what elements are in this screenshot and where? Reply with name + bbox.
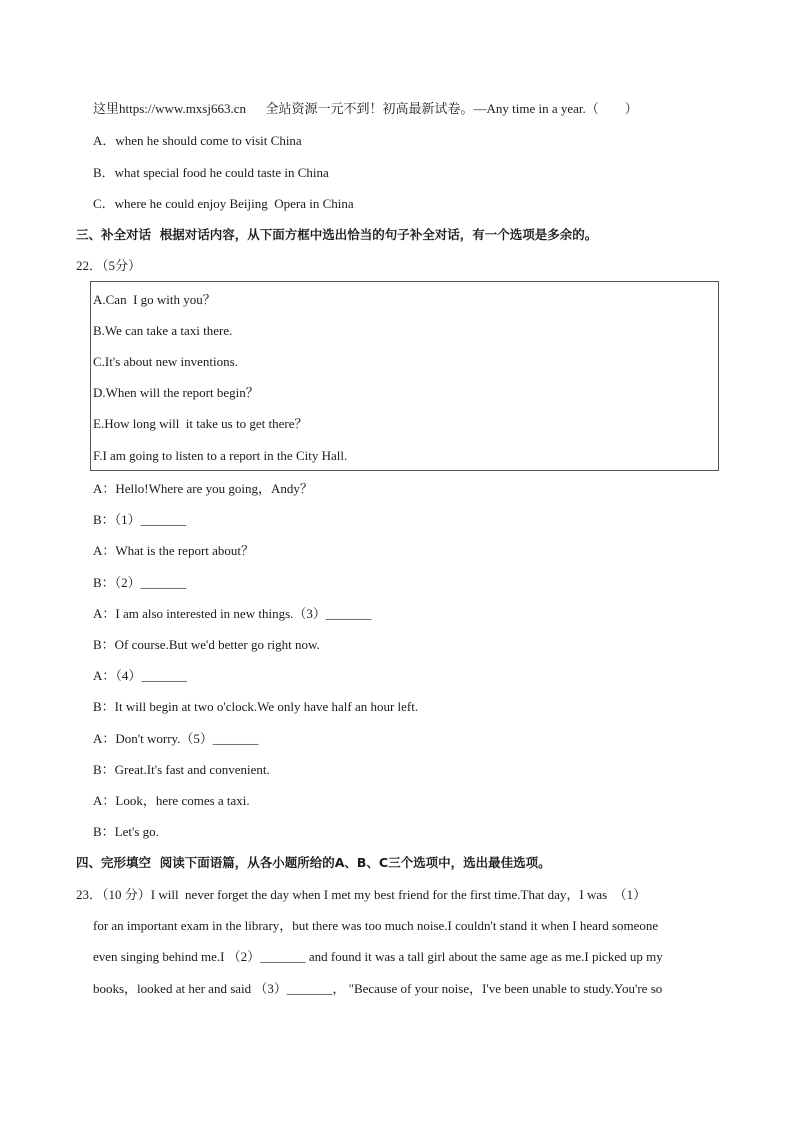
cloze-line-3: even singing behind me.I （2）_______ and found it was a tall girl about the same age as me.I picked up my — [93, 949, 663, 964]
box-option-b: B.We can take a taxi there. — [93, 323, 233, 338]
q21-option-c: C．where he could enjoy Beijing Opera in China — [93, 196, 354, 211]
q21-question-line: 这里https://www.mxsj663.cn 全站资源一元不到！初高最新试卷。—Any time in a year.（ ） — [93, 101, 638, 116]
dialogue-line: B：（1）_______ — [93, 512, 187, 527]
box-option-f: F.I am going to listen to a report in the City Hall. — [93, 448, 348, 463]
section-3-heading: 三、补全对话 根据对话内容，从下面方框中选出恰当的句子补全对话，有一个选项是多余的。 — [76, 227, 598, 242]
cloze-line-4: books，looked at her and said （3）_______， "Because of your noise，I've been unable to study.You're so — [93, 981, 663, 996]
cloze-line-1: 23．（10 分）I will never forget the day when I met my best friend for the first time.That day，I was （1） — [76, 887, 647, 902]
options-box — [90, 281, 719, 471]
dialogue-line: B：（2）_______ — [93, 575, 187, 590]
question-22-number: 22．（5分） — [76, 258, 142, 273]
box-option-e: E.How long will it take us to get there？ — [93, 416, 308, 431]
q21-option-b: B．what special food he could taste in China — [93, 165, 329, 180]
dialogue-line: A：What is the report about？ — [93, 543, 255, 558]
dialogue-line: A：Don't worry.（5）_______ — [93, 731, 259, 746]
box-option-c: C.It's about new inventions. — [93, 354, 238, 369]
box-option-a: A.Can I go with you？ — [93, 292, 216, 307]
dialogue-line: A：（4）_______ — [93, 668, 187, 683]
dialogue-line: A：Hello!Where are you going，Andy？ — [93, 481, 313, 496]
dialogue-line: B：Great.It's fast and convenient. — [93, 762, 270, 777]
dialogue-line: A：Look，here comes a taxi. — [93, 793, 250, 808]
q21-option-a: A．when he should come to visit China — [93, 133, 302, 148]
dialogue-line: B：It will begin at two o'clock.We only have half an hour left. — [93, 699, 419, 714]
cloze-line-2: for an important exam in the library，but there was too much noise.I couldn't stand it when I heard someone — [93, 918, 659, 933]
dialogue-line: A：I am also interested in new things.（3）_______ — [93, 606, 372, 621]
dialogue-line: B：Let's go. — [93, 824, 159, 839]
box-option-d: D.When will the report begin？ — [93, 385, 259, 400]
dialogue-line: B：Of course.But we'd better go right now. — [93, 637, 320, 652]
section-4-heading: 四、完形填空 阅读下面语篇，从各小题所给的A、B、C三个选项中，选出最佳选项。 — [76, 855, 551, 870]
